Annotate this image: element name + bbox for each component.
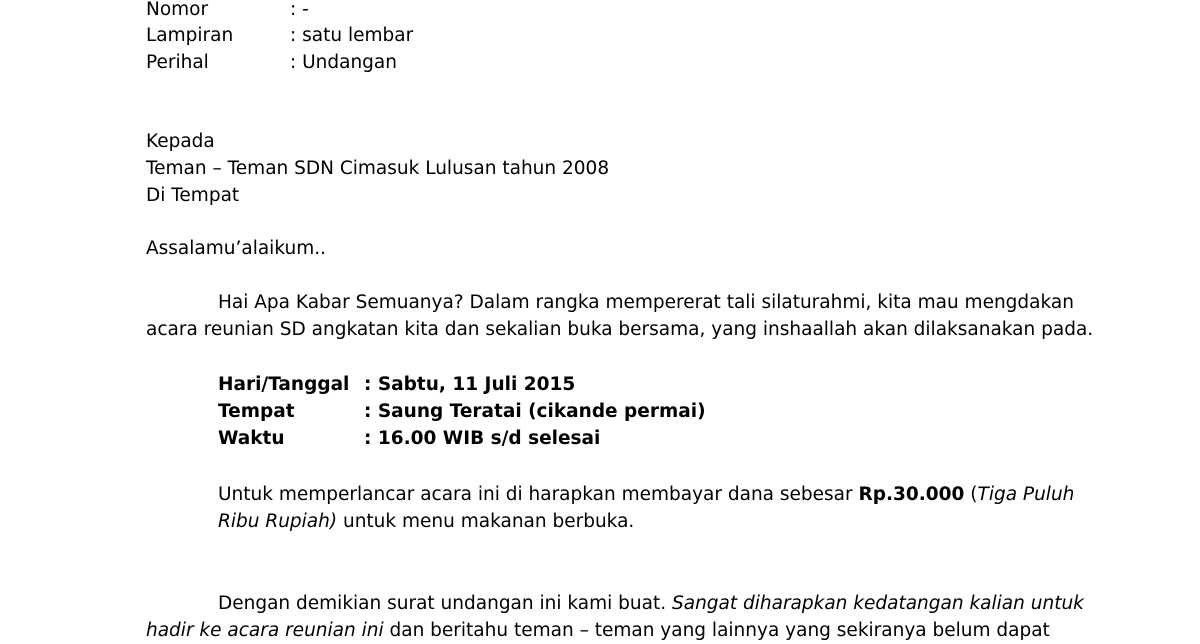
place-label: Tempat	[218, 401, 295, 422]
nomor-value: : -	[290, 0, 309, 20]
place-value: : Saung Teratai (cikande permai)	[364, 401, 706, 422]
payment-paren: (	[964, 484, 978, 505]
intro-line-1: Hai Apa Kabar Semuanya? Dalam rangka mempererat tali silaturahmi, kita mau mengdakan	[218, 292, 1074, 313]
detail-row-date	[218, 371, 575, 398]
payment-words-2: Ribu Rupiah)	[218, 511, 338, 532]
nomor-row	[146, 0, 309, 23]
date-label: Hari/Tanggal	[218, 374, 350, 395]
recipient-line-1: Kepada	[146, 131, 215, 152]
intro-line-2: acara reunian SD angkatan kita dan sekalian buka bersama, yang inshaallah akan dilaksanakan pada.	[146, 319, 1094, 340]
time-label: Waktu	[218, 428, 285, 449]
recipient-line-2: Teman – Teman SDN Cimasuk Lulusan tahun 2008	[146, 158, 610, 179]
perihal-label: Perihal	[146, 52, 209, 73]
lampiran-label: Lampiran	[146, 25, 234, 46]
lampiran-value: : satu lembar	[290, 25, 414, 46]
perihal-row	[146, 49, 397, 76]
closing-line-1	[218, 590, 1084, 617]
detail-row-place	[218, 398, 706, 425]
closing-text-1: Dengan demikian surat undangan ini kami buat.	[218, 593, 672, 614]
payment-line-1	[218, 481, 1074, 508]
payment-line-2	[218, 508, 634, 535]
payment-words-1: Tiga Puluh	[977, 484, 1075, 505]
nomor-label: Nomor	[146, 0, 209, 20]
closing-italic-1: Sangat diharapkan kedatangan kalian untuk	[671, 593, 1084, 614]
payment-text-1: Untuk memperlancar acara ini di harapkan membayar dana sebesar	[218, 484, 859, 505]
closing-line-2	[146, 617, 1050, 644]
closing-text-2: dan beritahu teman – teman yang lainnya yang sekiranya belum dapat	[383, 620, 1050, 641]
date-value: : Sabtu, 11 Juli 2015	[364, 374, 576, 395]
recipient-line-3: Di Tempat	[146, 185, 240, 206]
greeting: Assalamu’alaikum..	[146, 238, 326, 259]
time-value: : 16.00 WIB s/d selesai	[364, 428, 601, 449]
lampiran-row	[146, 22, 413, 49]
payment-text-2: untuk menu makanan berbuka.	[337, 511, 635, 532]
payment-amount: Rp.30.000	[858, 484, 965, 505]
closing-italic-2: hadir ke acara reunian ini	[146, 620, 384, 641]
perihal-value: : Undangan	[290, 52, 397, 73]
detail-row-time	[218, 425, 600, 452]
